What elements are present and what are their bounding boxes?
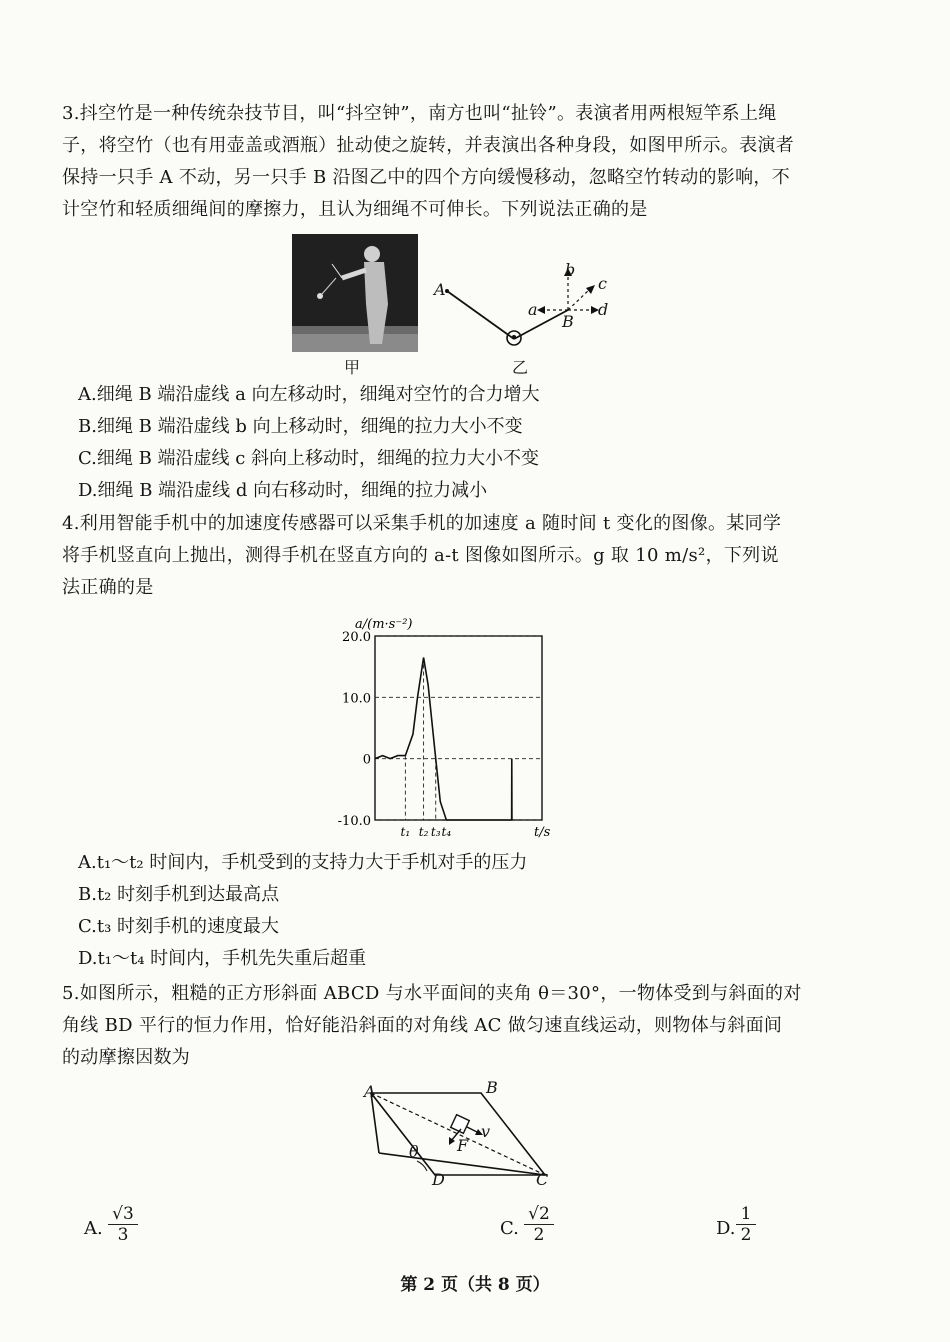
q5-option-d-numerator: 1 xyxy=(736,1204,756,1225)
q5-option-c-denominator: 2 xyxy=(533,1225,545,1245)
q3-line-1: 3.抖空竹是一种传统杂技节目，叫“抖空钟”，南方也叫“扯铃”。表演者用两根短竿系上绳 xyxy=(62,103,777,124)
a-t-chart xyxy=(320,608,580,848)
direction-c-label: c xyxy=(598,274,607,293)
q5-option-c-numerator: √2 xyxy=(524,1204,554,1225)
q5-line-1: 5.如图所示，粗糙的正方形斜面 ABCD 与水平面间的夹角 θ＝30°，一物体受到与斜面的对 xyxy=(62,983,802,1004)
q3-option-d: D.细绳 B 端沿虚线 d 向右移动时，细绳的拉力减小 xyxy=(78,480,488,501)
q4-option-a: A.t₁～t₂ 时间内，手机受到的支持力大于手机对手的压力 xyxy=(78,852,528,873)
x-axis-label: t/s xyxy=(534,825,551,840)
velocity-v-label: v xyxy=(481,1122,491,1141)
x-tick-label: t₄ xyxy=(441,825,452,839)
direction-d-label: d xyxy=(598,300,609,319)
acceleration-curve xyxy=(375,657,512,820)
q4-option-c: C.t₃ 时刻手机的速度最大 xyxy=(78,916,280,937)
q5-line-3: 的动摩擦因数为 xyxy=(62,1047,191,1068)
q3-option-c: C.细绳 B 端沿虚线 c 斜向上移动时，细绳的拉力大小不变 xyxy=(78,448,540,469)
y-tick-label: -10.0 xyxy=(337,814,371,829)
force-f-label: F xyxy=(457,1136,469,1155)
page-footer: 第 2 页（共 8 页） xyxy=(400,1275,550,1295)
q3-option-a: A.细绳 B 端沿虚线 a 向左移动时，细绳对空竹的合力增大 xyxy=(78,384,540,405)
q5-option-d-fraction xyxy=(736,1204,756,1245)
y-tick-label: 20.0 xyxy=(342,630,371,645)
incline-point-a: A xyxy=(364,1082,376,1101)
q4-option-d: D.t₁～t₄ 时间内，手机先失重后超重 xyxy=(78,948,367,969)
q3-line-3: 保持一只手 A 不动，另一只手 B 沿图乙中的四个方向缓慢移动，忽略空竹转动的影响，不 xyxy=(62,167,791,188)
y-tick-label: 10.0 xyxy=(342,691,371,707)
q5-option-d-denominator: 2 xyxy=(740,1225,752,1245)
incline-theta-label: θ xyxy=(409,1142,419,1161)
point-b-label: B xyxy=(562,312,574,331)
x-tick-label: t₁ xyxy=(400,825,411,839)
q4-option-b: B.t₂ 时刻手机到达最高点 xyxy=(78,884,280,905)
figure-jia-photo xyxy=(292,234,418,352)
q5-option-a-prefix: A. xyxy=(84,1218,103,1239)
q5-option-a-fraction xyxy=(108,1204,138,1245)
figure-jia-label: 甲 xyxy=(344,358,361,377)
q5-option-c-fraction xyxy=(524,1204,554,1245)
q3-option-b: B.细绳 B 端沿虚线 b 向上移动时，细绳的拉力大小不变 xyxy=(78,416,523,437)
q4-line-2: 将手机竖直向上抛出，测得手机在竖直方向的 a-t 图像如图所示。g 取 10 m/s²，下列说 xyxy=(62,545,779,566)
q3-line-4: 计空竹和轻质细绳间的摩擦力，且认为细绳不可伸长。下列说法正确的是 xyxy=(62,199,648,220)
incline-point-d: D xyxy=(432,1170,445,1189)
q4-line-1: 4.利用智能手机中的加速度传感器可以采集手机的加速度 a 随时间 t 变化的图像。某同学 xyxy=(62,513,782,534)
direction-b-label: b xyxy=(565,260,576,279)
chart-frame xyxy=(375,636,542,820)
direction-a-label: a xyxy=(528,300,538,319)
q4-line-3: 法正确的是 xyxy=(62,577,154,598)
q5-option-c-prefix: C. xyxy=(500,1218,519,1239)
q5-option-a-numerator: √3 xyxy=(108,1204,138,1225)
performer-silhouette xyxy=(292,234,418,352)
y-axis-label: a/(m·s⁻²) xyxy=(355,617,413,632)
q3-line-2: 子，将空竹（也有用壶盖或酒瓶）扯动使之旋转，并表演出各种身段，如图甲所示。表演者 xyxy=(62,135,794,156)
incline-point-b: B xyxy=(486,1078,498,1097)
incline-diagram xyxy=(355,1075,565,1190)
point-a-label: A xyxy=(434,280,446,299)
q5-option-a-denominator: 3 xyxy=(117,1225,129,1245)
x-tick-label: t₂ xyxy=(418,825,429,839)
y-tick-label: 0 xyxy=(362,752,371,768)
q5-option-d-prefix: D. xyxy=(716,1218,736,1239)
x-tick-label: t₃ xyxy=(430,825,441,839)
figure-yi-label: 乙 xyxy=(512,358,529,377)
q5-line-2: 角线 BD 平行的恒力作用，恰好能沿斜面的对角线 AC 做匀速直线运动，则物体与斜面间 xyxy=(62,1015,783,1036)
incline-point-c: C xyxy=(536,1170,549,1189)
